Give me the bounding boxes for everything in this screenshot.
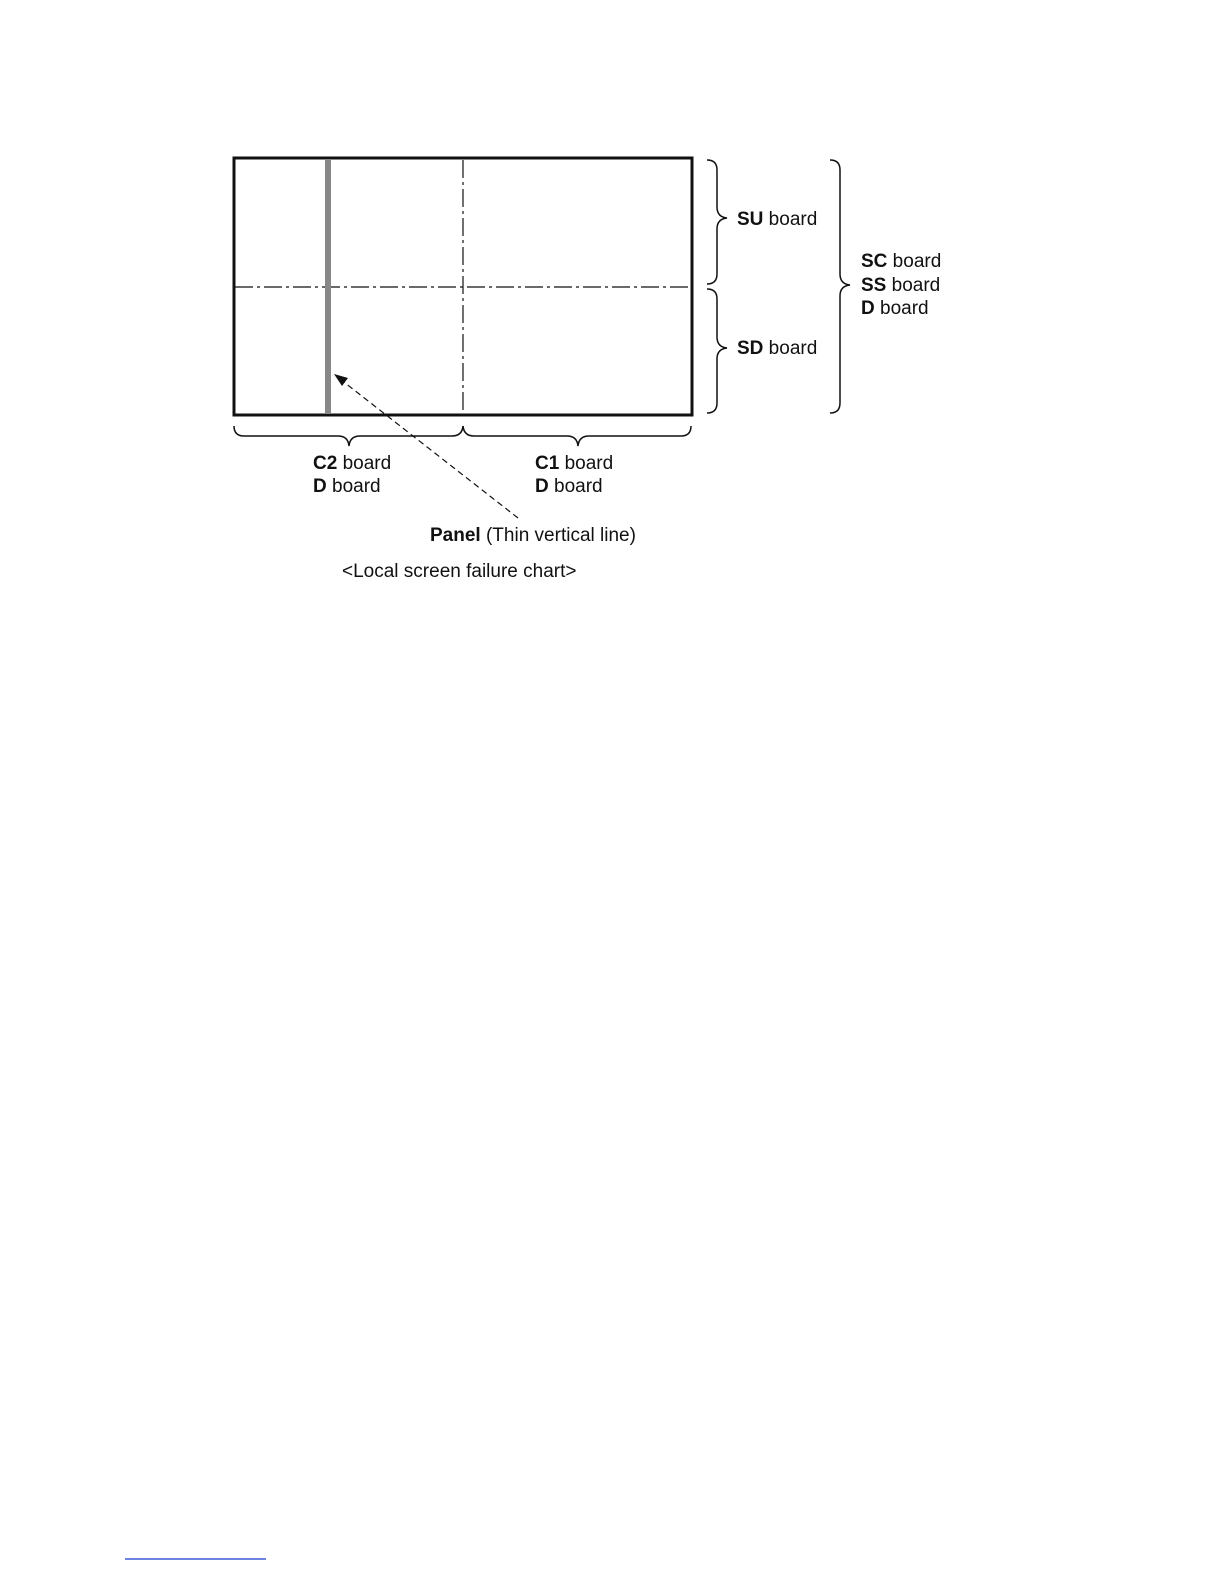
full-height-brace <box>830 160 850 413</box>
su-brace <box>707 160 727 284</box>
d-board-label-right: D board <box>861 298 929 319</box>
diagram-caption: <Local screen failure chart> <box>342 561 577 582</box>
arrowhead-icon <box>334 374 348 386</box>
panel-pointer-arrow <box>340 379 518 518</box>
vertical-failure-line <box>325 160 331 414</box>
c1-board-label: C1 board <box>535 453 614 474</box>
left-bottom-brace <box>234 426 463 446</box>
sc-board-label: SC board <box>861 251 942 272</box>
d-board-label-center: D board <box>535 476 603 497</box>
sd-brace <box>707 289 727 413</box>
ss-board-label: SS board <box>861 275 941 296</box>
su-board-label: SU board <box>737 209 818 230</box>
panel-label: Panel (Thin vertical line) <box>430 525 636 546</box>
c2-board-label: C2 board <box>313 453 392 474</box>
sd-board-label: SD board <box>737 338 818 359</box>
d-board-label-left: D board <box>313 476 381 497</box>
right-bottom-brace <box>463 426 691 446</box>
